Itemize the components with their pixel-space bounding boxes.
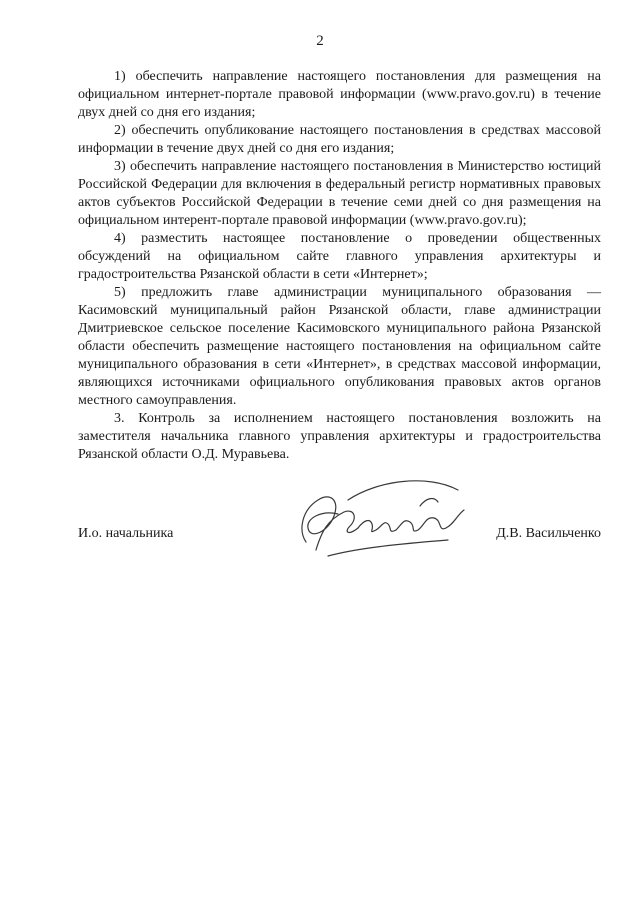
handwritten-signature <box>288 470 478 570</box>
paragraph-control: 3. Контроль за исполнением настоящего постановления возложить на заместителя начальника главного управления архитектуры и градостроительства Рязанской области О.Д. Муравьева. <box>78 411 601 462</box>
paragraph-4: 4) разместить настоящее постановление о проведении общественных обсуждений на официальном сайте главного управления архитектуры и градостроительства Рязанской области в сети «Интернет»; <box>78 231 601 282</box>
paragraph-2: 2) обеспечить опубликование настоящего постановления в средствах массовой информации в течение двух дней со дня его издания; <box>78 123 601 156</box>
paragraph-3: 3) обеспечить направление настоящего постановления в Министерство юстиций Российской Федерации для включения в федеральный регистр нормативных правовых актов субъектов Российской Федерации в течение семи дней со дня размещения на официальном интерент-портале правовой информации (www.pravo.gov.ru); <box>78 159 601 228</box>
page-number: 2 <box>316 33 324 49</box>
signature-block <box>78 512 601 572</box>
paragraph-1: 1) обеспечить направление настоящего постановления для размещения на официальном интернет-портале правовой информации (www.pravo.gov.ru) в течение двух дней со дня его издания; <box>78 69 601 120</box>
signer-title: И.о. начальника <box>78 526 174 541</box>
signer-name: Д.В. Васильченко <box>496 526 601 541</box>
paragraph-5: 5) предложить главе администрации муниципального образования — Касимовский муниципальный район Рязанской области, главе администрации Дмитриевское сельское поселение Касимовского муниципального района Рязанской области обеспечить размещение настоящего постановления на официальном сайте муниципального образования в сети «Интернет», в средствах массовой информации, являющихся источниками официального опубликования правовых актов органов местного самоуправления. <box>78 285 601 408</box>
document-body <box>78 68 601 464</box>
